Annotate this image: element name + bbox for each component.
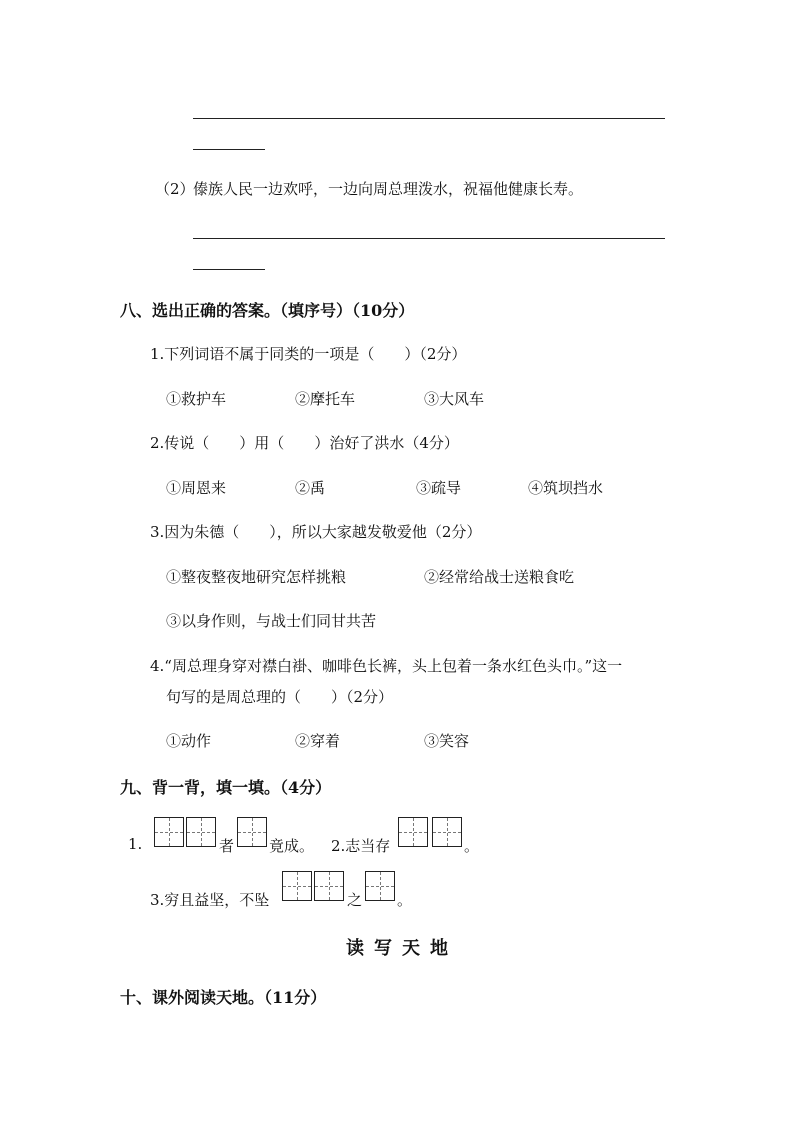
option: ②穿着 — [295, 732, 341, 750]
question-number: （2） — [155, 180, 195, 198]
option: ③以身作则，与战士们同甘共苦 — [166, 612, 377, 630]
char-box[interactable] — [398, 817, 428, 847]
option: ③疏导 — [416, 479, 462, 497]
char-box[interactable] — [432, 817, 462, 847]
option: ①动作 — [166, 732, 212, 750]
text-fragment: 3.穷且益坚，不坠 — [150, 891, 270, 909]
question-stem: 1.下列词语不属于同类的一项是（ ）（2分） — [150, 345, 467, 363]
part-title: 读写天地 — [346, 938, 458, 959]
option: ②禹 — [295, 479, 326, 497]
question-text: 傣族人民一边欢呼，一边向周总理泼水，祝福他健康长寿。 — [193, 180, 584, 198]
char-box[interactable] — [282, 871, 312, 901]
text-fragment: 2.志当存 — [331, 837, 391, 855]
char-box[interactable] — [365, 871, 395, 901]
option: ④筑坝挡水 — [528, 479, 604, 497]
option: ③大风车 — [424, 390, 485, 408]
option: ①救护车 — [166, 390, 227, 408]
answer-line[interactable] — [193, 238, 665, 239]
text-fragment: 之 — [347, 891, 363, 909]
option: ③笑容 — [424, 732, 470, 750]
section-heading: 十、课外阅读天地。（11分） — [120, 988, 327, 1007]
question-stem-line2: 句写的是周总理的（ ）（2分） — [166, 688, 394, 706]
option: ①整夜整夜地研究怎样挑粮 — [166, 568, 347, 586]
question-stem: 2.传说（ ）用（ ）治好了洪水（4分） — [150, 434, 459, 452]
option: ①周恩来 — [166, 479, 227, 497]
answer-line-short[interactable] — [193, 149, 265, 150]
text-fragment: 。 — [464, 837, 480, 855]
text-fragment: 者 — [219, 837, 235, 855]
option: ②摩托车 — [295, 390, 356, 408]
text-fragment: 。 — [397, 891, 413, 909]
question-stem: 4.“周总理身穿对襟白褂、咖啡色长裤，头上包着一条水红色头巾。”这一 — [150, 657, 623, 675]
text-fragment: 竟成。 — [269, 837, 315, 855]
char-box[interactable] — [237, 817, 267, 847]
question-stem: 3.因为朱德（ ），所以大家越发敬爱他（2分） — [150, 523, 482, 541]
char-box[interactable] — [314, 871, 344, 901]
section-heading: 九、背一背，填一填。（4分） — [120, 778, 332, 797]
char-box[interactable] — [154, 817, 184, 847]
answer-line-short[interactable] — [193, 269, 265, 270]
option: ②经常给战士送粮食吃 — [424, 568, 575, 586]
char-box[interactable] — [186, 817, 216, 847]
section-heading: 八、选出正确的答案。（填序号）（10分） — [120, 301, 415, 320]
question-number: 1. — [128, 835, 143, 853]
answer-line[interactable] — [193, 118, 665, 119]
